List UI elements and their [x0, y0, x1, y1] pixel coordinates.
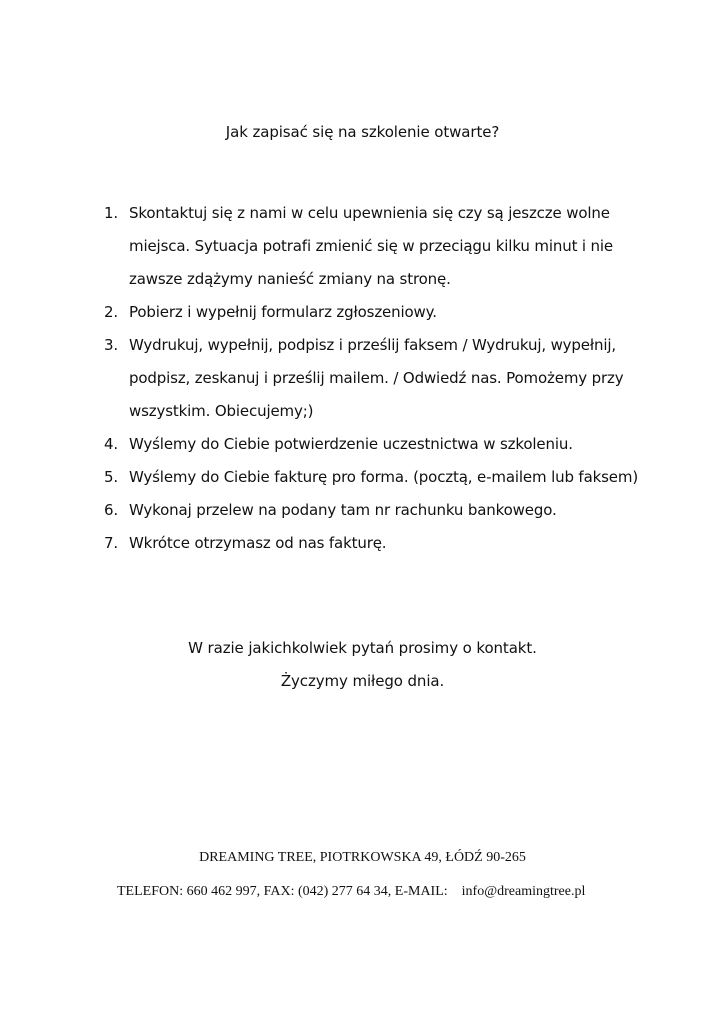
closing-contact-line: W razie jakichkolwiek pytań prosimy o kontakt. [188, 639, 537, 657]
list-item [104, 494, 644, 527]
list-item-text: Wydrukuj, wypełnij, podpisz i prześlij faksem / Wydrukuj, wypełnij, podpisz, zeskanuj i prześlij mailem. / Odwiedź nas. Pomożemy przy wszystkim. Obiecujemy;) [129, 336, 624, 420]
list-item [104, 197, 644, 296]
page-title: Jak zapisać się na szkolenie otwarte? [225, 123, 500, 141]
list-item-text: Wkrótce otrzymasz od nas fakturę. [129, 534, 387, 552]
list-item-number: 4. [104, 435, 119, 453]
list-item-number: 7. [104, 534, 119, 552]
list-item [104, 527, 644, 560]
list-item [104, 461, 644, 494]
list-item [104, 296, 644, 329]
closing-greeting-line: Życzymy miłego dnia. [280, 672, 445, 690]
list-item-text: Skontaktuj się z nami w celu upewnienia się czy są jeszcze wolne miejsca. Sytuacja potrafi zmienić się w przeciągu kilku minut i nie zawsze zdążymy nanieść zmiany na stronę. [129, 204, 614, 288]
footer-contact [0, 882, 725, 902]
footer-email-link[interactable]: info@dreamingtree.pl [461, 884, 586, 899]
list-item-text: Wyślemy do Ciebie potwierdzenie uczestnictwa w szkoleniu. [129, 435, 573, 453]
steps-list [104, 197, 644, 560]
list-item-number: 3. [104, 336, 119, 354]
closing-block [0, 632, 725, 698]
list-item-text: Pobierz i wypełnij formularz zgłoszeniowy. [129, 303, 437, 321]
footer-address: DREAMING TREE, PIOTRKOWSKA 49, ŁÓDŹ 90-265 [199, 850, 526, 865]
footer-contact-text: TELEFON: 660 462 997, FAX: (042) 277 64 34, E-MAIL: [117, 884, 462, 899]
list-item-number: 2. [104, 303, 119, 321]
list-item-number: 6. [104, 501, 119, 519]
footer [0, 848, 725, 902]
list-item-text: Wyślemy do Ciebie fakturę pro forma. (pocztą, e-mailem lub faksem) [129, 468, 639, 486]
list-item [104, 329, 644, 428]
list-item [104, 428, 644, 461]
list-item-number: 5. [104, 468, 119, 486]
list-item-text: Wykonaj przelew na podany tam nr rachunku bankowego. [129, 501, 557, 519]
list-item-number: 1. [104, 204, 119, 222]
